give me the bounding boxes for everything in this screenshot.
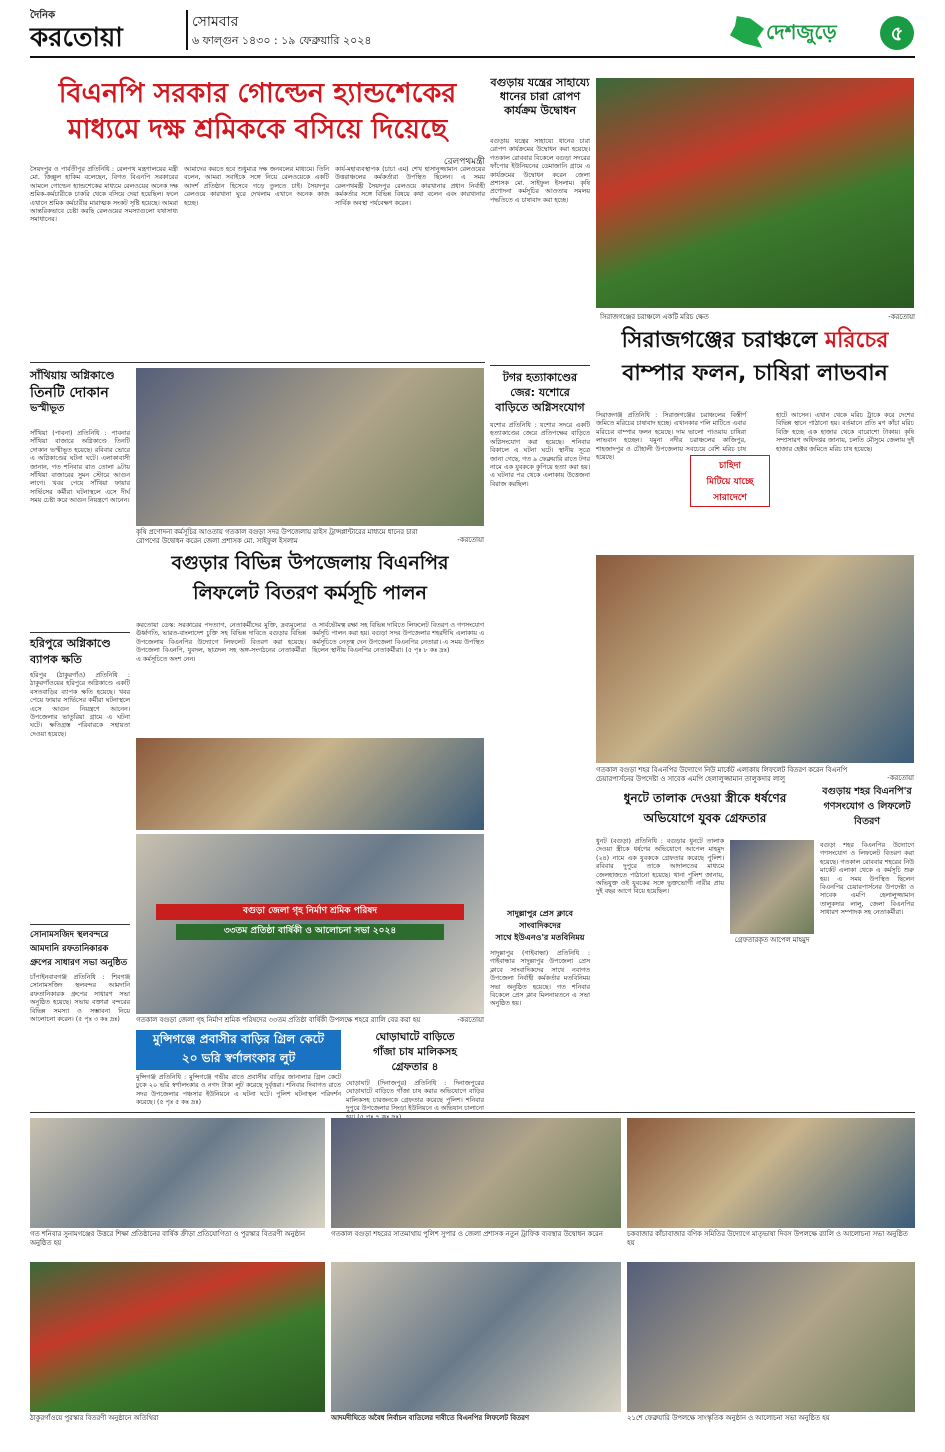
rice-headline-line3: কার্যক্রম উদ্বোধন [504,104,576,117]
chili-headline [596,325,914,411]
newspaper-logo [30,8,180,53]
ghoraghat-headline-line1: ঘোড়াঘাটে বাড়িতে [375,1031,455,1043]
munshiganj-body: মুন্সিগঞ্জ প্রতিনিধি : মুন্সিগঞ্জে গভীর রাতে প্রবাসীর বাড়ির জানালার গ্রিল কেটে ঢুকে ২০ ভরি স্বর্ণালংকার ও নগদ টাকা লুট করেছে দুর্বৃত্তরা। শনিবার দিবাগত রাতে সদর উপজেলার পঞ্চসার ইউনিয়নে এ ঘটনা ঘটে। পুলিশ ঘটনাস্থল পরিদর্শন করেছে। (৫ পৃঃ ৫ কঃ দ্রঃ) [136,1074,341,1107]
suspect-photo [730,840,814,934]
photo-credit: -করতোয়া [457,1016,484,1024]
chili-col2: হাটে আসেন। এখান থেকে মরিচ ট্রাকে করে দেশের বিভিন্ন স্থানে পাঠানো হয়। বর্তমানে প্রতি মণ কাঁচা মরিচ বিক্রি হচ্ছে এক হাজার থেকে বারোশো টাকায়। কৃষি সম্প্রসারণ অধিদপ্তর জানায়, চলতি মৌসুমে জেলায় দুই হাজার হেক্টর জমিতে মরিচ চাষ হয়েছে। [776,412,914,453]
rally-banner: বগুড়া জেলা গৃহ নির্মাণ শ্রমিক পরিষদ [156,904,464,920]
sonamosjid-headline-line1: সোনামসজিদ স্থলবন্দরে [30,930,109,940]
masthead [0,0,945,64]
leaflet-headline [136,548,484,618]
leaflet-col2: ও সার্বভৌমত্ব রক্ষা সহ বিভিন্ন দাবিতে লিফলেট বিতরণ ও গণসংযোগ কর্মসূচি পালন করা হয়। বগুড়া সদর উপজেলার শহরদীঘি এলাকায় এ কর্মসূচিতে নেতৃত্ব দেন উপজেলা বিএনপির নেতারা। এ সময় উপস্থিত ছিলেন স্থানীয় বিএনপির নেতাকর্মীরা। (৫ পৃঃ ৮ কঃ দ্রঃ) [312,622,484,655]
bnp-leaflet-photo [596,555,914,763]
logo-big-text: করতোয়া [30,23,123,53]
sadullapur-headline-line2: সাথে ইউএনও'র মতবিনিময় [495,933,585,942]
divider [30,632,130,633]
munshiganj-headline-line1: মুন্সিগঞ্জে প্রবাসীর বাড়ির গ্রিল কেটে [152,1032,324,1046]
photo-credit: -করতোয়া [457,536,484,544]
togor-headline [490,370,590,420]
bottom-photo-6 [627,1262,915,1412]
dhunat-headline [596,788,814,834]
togor-headline-line1: টগর হত্যাকাণ্ডের [502,371,578,384]
divider [30,362,485,363]
sonamosjid-headline-line3: গ্রুপের সাধারণ সভা অনুষ্ঠিত [30,958,128,968]
bnp-photo-caption: গতকাল বগুড়া শহর বিএনপির উদ্যোগে নিউ মার্কেট এলাকায় লিফলেট বিতরণ করেন বিএনপি চেয়ারপার্সনের উপদেষ্টা ও সাবেক এমপি হেলালুজ্জামান তালুকদার লালু [596,766,848,783]
munshiganj-headline-line2: ২০ ভরি স্বর্ণালংকার লুট [181,1051,296,1065]
section-header [730,14,920,52]
chili-headline-line1: সিরাজগঞ্জের চরাঞ্চলে [621,328,818,353]
bottom-photo-3 [627,1118,915,1228]
masthead-rule [30,56,915,58]
haripur-headline [30,636,130,670]
chili-headline-red: মরিচের [824,328,889,353]
bogura-city-headline-line3: বিতরণ [853,816,881,827]
bangladesh-map-icon [730,16,764,48]
bottom-photo-2 [331,1118,621,1228]
lead-col1: সৈয়দপুর ও পার্বতীপুর প্রতিনিধি : রেলপথ মন্ত্রণালয়ের মন্ত্রী মো. জিল্লুল হাকিম বলেছেন, বিগত বিএনপি সরকারের আমলে গোল্ডেন হ্যান্ডশেকের মাধ্যমে রেলওয়ের অনেক দক্ষ শ্রমিক-কর্মচারীকে চাকরি থেকে বসিয়ে দেয়া হয়েছিল। ফলে এখানে শ্রমিক কর্মচারীর মারাত্মক সংকট সৃষ্টি হয়েছে। আমরা আন্তরিকভাবে চেষ্টা করছি রেলওয়ের সমস্যাগুলো যথাসাধ্য সমাধানের। [30,166,178,224]
ghoraghat-headline-line2: গাঁজা চাষ মালিকসহ [373,1046,457,1058]
rice-headline [490,76,590,136]
rally-banner-line2: ৩৩তম প্রতিষ্ঠা বার্ষিকী ও আলোচনা সভা ২০২৪ [176,924,444,940]
lead-headline-line1: বিএনপি সরকার গোল্ডেন হ্যান্ডশেকের [58,78,457,109]
bottom-photo-1 [30,1118,325,1228]
sonamosjid-headline [30,928,130,972]
lead-col3: কার্য-মহাব্যবস্থাপক (চাচা এম) শেখ হাসানুজ্জামান রেলওয়ের উত্তরাঞ্চলের কর্মকর্তারা উপস্থিত ছিলেন। এ সময় রেলপথমন্ত্রী সৈয়দপুর রেলওয়ে কারখানার প্রধান নির্বাহী কর্মকর্তার সঙ্গে বিভিন্ন বিষয়ে কথা বলেন এবং কারখানার সার্বিক অবস্থা পর্যবেক্ষণ করেন। [335,166,485,207]
suspect-caption: গ্রেফতারকৃত আপেল মাহমুদ [734,936,810,944]
ghoraghat-headline [346,1030,484,1078]
chili-photo-caption: সিরাজগঞ্জের চরাঞ্চলে একটি মরিচ ক্ষেত [600,313,709,321]
togor-headline-line2: জের: যশোরে [510,386,570,399]
rice-photo-caption: কৃষি প্রণোদনা কর্মসূচির আওতায় গতকাল বগুড়া সদর উপজেলায় রাইস ট্রান্সপ্লান্টারের মাধ্যমে ধানের চারা রোপণের উদ্বোধন করেন জেলা প্রশাসক মো. সাইফুল ইসলাম [136,528,418,545]
dhunat-body: ধুনট (বগুড়া) প্রতিনিধি : বগুড়ার ধুনটে তালাক দেওয়া স্ত্রীকে ধর্ষণের অভিযোগে আপেল মাহমুদ (২৪) নামে এক যুবককে গ্রেফতার করেছে পুলিশ। রবিবার দুপুরে তাকে আদালতের মাধ্যমে জেলহাজতে পাঠানো হয়েছে। থানা পুলিশ জানায়, অভিযুক্ত ওই যুবকের সঙ্গে ভুক্তভোগী নারীর প্রায় দুই বছর আগে বিয়ে হয়েছিল। [596,838,724,896]
bottom-caption-3: চকবাজার কাঁচাবাজার বণিক সমিতির উদ্যোগে মাতৃভাষা দিবস উপলক্ষে র‍্যালি ও আলোচনা সভা অনুষ্ঠিত হয় [627,1230,908,1247]
rice-transplanter-photo [136,368,484,526]
chili-box-line1: চাহিদা [718,461,742,471]
haripur-body: হরিপুর (ঠাকুরগাঁও) প্রতিনিধি : ঠাকুরগাঁওয়ের হরিপুরে অগ্নিকাণ্ডে একটি বসতবাড়ির ব্যাপক ক্ষতি হয়েছে। খবর পেয়ে ফায়ার সার্ভিসের কর্মীরা ঘটনাস্থলে এসে আগুন নিয়ন্ত্রণে আনেন। উপজেলার ভাতুরিয়া গ্রামে এ ঘটনা ঘটে। ক্ষতিগ্রস্ত পরিবারকে সহায়তা দেওয়া হয়েছে। [30,672,130,738]
munshiganj-headline [136,1030,341,1070]
leaflet-headline-line2: লিফলেট বিতরণ কর্মসূচি পালন [193,582,427,604]
ghoraghat-body: ঘোড়াঘাট (দিনাজপুর) প্রতিনিধি : দিনাজপুরের ঘোড়াঘাটে বাড়িতে গাঁজা চাষ করার অভিযোগে বাড়ির মালিকসহ চারজনকে গ্রেফতার করেছে পুলিশ। শনিবার দুপুরে উপজেলার সিংড়া ইউনিয়নে এ অভিযান চালানো [346,1080,484,1113]
ghoraghat-headline-line3: গ্রেফতার ৪ [391,1061,439,1073]
lead-byline: রেলপথমন্ত্রী [443,157,485,167]
chili-col1: সিরাজগঞ্জ প্রতিনিধি : সিরাজগঞ্জের চরাঞ্চলের বিস্তীর্ণ জমিতে মরিচের চাষাবাদ হচ্ছে। এখানকার পলি মাটিতে এবার মরিচের বাম্পার ফলন হয়েছে। দাম ভালো পাওয়ায় চাষিরা লাভবান হচ্ছেন। যমুনা নদীর চরাঞ্চলের কাজিপুর, শাহজাদপুর ও চৌহালী উপজেলায় সবচেয়ে বেশি মরিচ চাষ হয়েছে। [596,412,746,462]
bottom-caption-2: গতকাল বগুড়া শহরের সাতমাথায় পুলিশ সুপার ও জেলা প্রশাসক নতুন ট্রাফিক ব্যবস্থার উদ্বোধন করেন [331,1230,603,1238]
rally-photo-caption: গতকাল বগুড়া জেলা গৃহ নির্মাণ শ্রমিক পরিষদের ৩৩তম প্রতিষ্ঠা বার্ষিকী উপলক্ষে শহরে র‍্যালি বের করা হয় [136,1016,421,1024]
fire-headline-line3: ভস্মীভূত [30,403,65,414]
sadullapur-headline [490,908,590,948]
rally-photo [136,834,484,1014]
bogura-city-body: বগুড়া শহর বিএনপির উদ্যোগে গণসংযোগ ও লিফলেট বিতরণ করা হয়েছে। গতকাল রোববার শহরের নিউ মার্কেট এলাকা থেকে এ কর্মসূচি শুরু হয়। এ সময় উপস্থিত ছিলেন বিএনপির চেয়ারপার্সনের উপদেষ্টা ও সাবেক এমপি হেলালুজ্জামান তালুকদার লালু, জেলা বিএনপির সাধারণ সম্পাদক সহ নেতাকর্মীরা। [820,842,914,917]
dhunat-headline-line2: অভিযোগে যুবক গ্রেফতার [643,811,767,825]
haripur-headline-line2: ব্যাপক ক্ষতি [30,653,82,666]
masthead-date: ৬ ফাল্গুন ১৪৩০ : ১৯ ফেব্রুয়ারি ২০২৪ [192,34,372,47]
masthead-day: সোমবার [192,14,239,30]
fire-headline-line2: তিনটি দোকান [30,385,109,401]
leaflet-photo [136,738,484,830]
togor-body: যশোর প্রতিনিধি : যশোর সদরে একটি হত্যাকাণ্ডের জেরে প্রতিপক্ষের বাড়িতে অগ্নিসংযোগ করা হয়েছে। শনিবার বিকালে এ ঘটনা ঘটে। স্থানীয় সূত্রে জানা গেছে, গত ৯ ফেব্রুয়ারি রাতে টগর নামে এক যুবককে কুপিয়ে হত্যা করা হয়। এ ঘটনার পর থেকে এলাকায় উত্তেজনা বিরাজ করছিল। [490,422,590,488]
chili-headline-line2: বাম্পার ফলন, চাষিরা লাভবান [622,361,888,386]
divider [30,924,130,925]
photo-credit: -করতোয়া [887,774,914,782]
chili-field-photo [596,78,914,308]
chili-box-line2: মিটিয়ে যাচ্ছে [706,477,754,487]
section-name: দেশজুড়ে [766,20,837,44]
haripur-headline-line1: হরিপুরে অগ্নিকাণ্ডে [30,637,111,650]
fire-headline-line1: সাঁথিয়ায় অগ্নিকাণ্ডে [30,369,115,382]
rice-headline-line2: ধানের চারা রোপণ [499,90,581,103]
lead-headline [30,76,485,154]
rice-headline-line1: বগুড়ায় যন্ত্রের সাহায্যে [490,76,590,89]
bogura-city-headline [820,784,914,840]
bottom-caption-5: ঠাকুরগাঁওয়ে পুরস্কার বিতরণী অনুষ্ঠানে অতিথিরা [30,1414,159,1422]
bottom-caption-1: গত শনিবার সুনামগঞ্জের উত্তরে শিক্ষা প্রতিষ্ঠানের বার্ষিক ক্রীড়া প্রতিযোগিতা ও পুরস্কার বিতরণী অনুষ্ঠান অনুষ্ঠিত হয় [30,1230,305,1247]
photo-credit: -করতোয়া [888,313,915,321]
sadullapur-body: সাদুল্লাপুর (গাইবান্ধা) প্রতিনিধি : গাইবান্ধার সাদুল্লাপুর উপজেলা প্রেস ক্লাবে সাংবাদিকদের সাথে নবাগত উপজেলা নির্বাহী কর্মকর্তার মতবিনিময় সভা অনুষ্ঠিত হয়েছে। গত শনিবার বিকেলে প্রেস ক্লাব মিলনায়তনে এ সভা অনুষ্ঠিত হয়। [490,950,590,1008]
bottom-caption-6: ২১শে ফেব্রুয়ারি উপলক্ষে সাংস্কৃতিক অনুষ্ঠান ও আলোচনা সভা অনুষ্ঠিত হয় [627,1414,830,1422]
divider [490,365,590,366]
bogura-city-headline-line1: বগুড়ায় শহর বিএনপি'র [822,786,912,797]
lead-col2: আমাদের করতে হবে শুধুমাত্র দক্ষ জনবলের মাধ্যমে। তিনি বলেন, আমরা সবাইকে সঙ্গে নিয়ে রেলওয়েকে একটি আদর্শ প্রতিষ্ঠান হিসেবে গড়ে তুলতে চাই। সৈয়দপুর রেলওয়ে কারখানা ঘুরে দেখলাম এখানে অনেক কাজ হচ্ছে। [184,166,329,207]
bottom-caption-4: আদমদীঘিতে অবৈধ নির্বাচন বাতিলের দাবীতে বিএনপির লিফলেট বিতরণ [331,1414,529,1422]
leaflet-headline-line1: বগুড়ার বিভিন্ন উপজেলায় বিএনপির [171,552,449,574]
masthead-divider [186,10,188,50]
chili-boxed-quote [690,455,770,507]
dhunat-headline-line1: ধুনটে তালাক দেওয়া স্ত্রীকে ধর্ষণের [623,791,787,805]
fire-body: সাঁথিয়া (পাবনা) প্রতিনিধি : পাবনার সাঁথিয়া বাজারে অগ্নিকাণ্ডে তিনটি দোকান ভস্মীভূত হয়েছে। রবিবার ভোরে এ অগ্নিকাণ্ডের ঘটনা ঘটে। এলাকাবাসী জানান, গত শনিবার রাত তোলা ৯টায় সাঁথিয়া বাজারের সুমন স্টোরে আগুন লাগে। খবর পেয়ে সাঁথিয়া ফায়ার সার্ভিসের কর্মীরা ঘটনাস্থলে এসে দীর্ঘ সময় চেষ্টা করে আগুন নিয়ন্ত্রণে আনেন। [30,430,130,505]
rice-body: বগুড়ায় যন্ত্রের সাহায্যে ধানের চারা রোপণ কার্যক্রমের উদ্বোধন করা হয়েছে। গতকাল রোববার বিকেলে বগুড়া সদরের ফাঁপোর ইউনিয়নের ডেমাজানি গ্রামে এ কার্যক্রমের উদ্বোধন করেন জেলা প্রশাসক মো. সাইফুল ইসলাম। কৃষি প্রণোদনা কর্মসূচির আওতায় সমলয় পদ্ধতিতে এ চাষাবাদ করা হচ্ছে। [490,138,590,204]
page-number: ৫ [880,16,914,50]
bottom-photo-5 [331,1262,621,1412]
divider [30,1112,915,1113]
chili-box-line3: সারাদেশে [713,493,747,503]
sadullapur-headline-line1: সাদুল্লাপুর প্রেস ক্লাবে সাংবাদিকদের [507,909,573,930]
bogura-city-headline-line2: গণসংযোগ ও লিফলেট [823,801,911,812]
togor-headline-line3: বাড়িতে অগ্নিসংযোগ [495,401,585,414]
lead-headline-line2: মাধ্যমে দক্ষ শ্রমিককে বসিয়ে দিয়েছে [67,114,448,145]
sonamosjid-body: চাঁপাইনবাবগঞ্জ প্রতিনিধি : শিবগঞ্জ সোনামসজিদ স্থলবন্দর আমদানি রফতানিকারক গ্রুপের সাধারণ সভা অনুষ্ঠিত হয়েছে। সভায় বক্তারা বন্দরের বিভিন্ন সমস্যা ও সম্ভাবনা নিয়ে আলোচনা করেন। (৫ পৃঃ ৩ কঃ দ্রঃ) [30,974,130,1024]
leaflet-col1: করতোয়া ডেস্ক: সরকারের পদত্যাগ, নেতাকর্মীদের মুক্তি, দ্রব্যমূল্যের ঊর্ধ্বগতি, ভারত-বাংলাদেশ চুক্তি সহ বিভিন্ন দাবিতে বগুড়ার বিভিন্ন উপজেলায় বিএনপির উদ্যোগে লিফলেট বিতরণ করা হয়েছে। উপজেলা বিএনপি, যুবদল, ছাত্রদল সহ অঙ্গ-সংগঠনের নেতাকর্মীরা এ কর্মসূচিতে অংশ নেন। [136,622,306,663]
bottom-photo-4 [30,1262,325,1412]
logo-small-text: দৈনিক [30,10,56,21]
sonamosjid-headline-line2: আমদানি রফতানিকারক [30,944,109,954]
fire-headline [30,368,130,426]
